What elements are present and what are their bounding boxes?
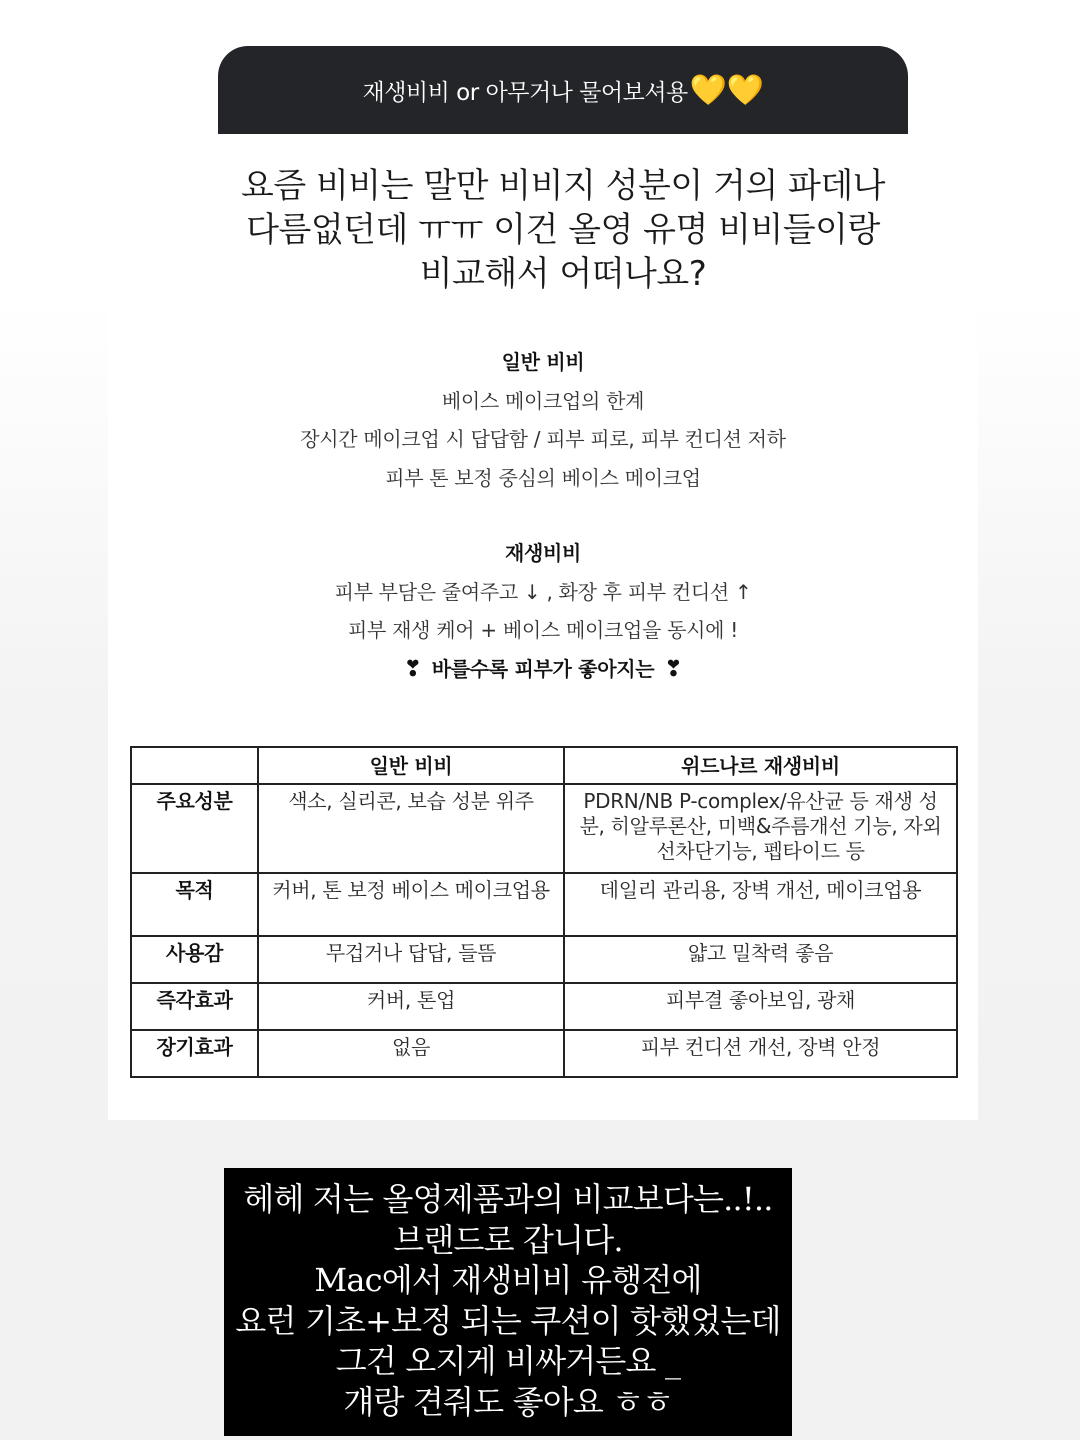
table-header-cell: 일반 비비 [258, 747, 564, 784]
table-row [131, 983, 957, 1030]
general-bb-line: 베이스 메이크업의 한계 [441, 388, 645, 413]
product-comparison-card [108, 300, 978, 1120]
regen-cell: 피부결 좋아보임, 광채 [564, 983, 957, 1030]
comparison-table [130, 746, 958, 1078]
question-text [218, 134, 908, 296]
answer-line: 요런 기초+보정 되는 쿠션이 핫했었는데 [235, 1301, 781, 1340]
regen-bb-section [108, 534, 978, 689]
regen-cell: 데일리 관리용, 장벽 개선, 메이크업용 [564, 873, 957, 936]
answer-text-box [224, 1168, 792, 1436]
row-label: 주요성분 [131, 784, 258, 873]
heart-exclamation-icon: ❣ [403, 656, 422, 682]
table-row [131, 784, 957, 873]
regen-bb-title: 재생비비 [504, 541, 582, 565]
table-header-cell: 위드나르 재생비비 [564, 747, 957, 784]
question-line: 요즘 비비는 말만 비비지 성분이 거의 파데나 [240, 166, 886, 206]
regen-cell: 피부 컨디션 개선, 장벽 안정 [564, 1030, 957, 1077]
row-label: 장기효과 [131, 1030, 258, 1077]
heart-exclamation-icon: ❣ [664, 656, 683, 682]
answer-line: 헤헤 저는 올영제품과의 비교보다는..!.. [243, 1180, 773, 1218]
regen-cell: PDRN/NB P-complex/유산균 등 재생 성분, 히알루론산, 미백&주름개선 기능, 자외선차단기능, 펩타이드 등 [564, 784, 957, 873]
row-label: 목적 [131, 873, 258, 936]
general-bb-line: 피부 톤 보정 중심의 베이스 메이크업 [385, 465, 701, 490]
regen-cell: 얇고 밀착력 좋음 [564, 936, 957, 983]
general-cell: 커버, 톤 보정 베이스 메이크업용 [258, 873, 564, 936]
answer-line: 걔랑 견줘도 좋아요 ㅎㅎ [343, 1382, 673, 1421]
regen-bb-line: 피부 재생 케어 + 베이스 메이크업을 동시에 ! [348, 618, 738, 642]
question-line: 비교해서 어떠나요? [419, 254, 707, 294]
general-bb-title: 일반 비비 [501, 350, 585, 374]
table-header-cell [131, 747, 258, 784]
table-row [131, 873, 957, 936]
question-header-text: 재생비비 or 아무거나 물어보셔용 [362, 79, 688, 106]
table-header-row [131, 747, 957, 784]
row-label: 즉각효과 [131, 983, 258, 1030]
regen-bb-line: 피부 부담은 줄여주고 ↓ , 화장 후 피부 컨디션 ↑ [334, 579, 752, 604]
row-label: 사용감 [131, 936, 258, 983]
general-cell: 무겁거나 답답, 들뜸 [258, 936, 564, 983]
general-bb-line: 장시간 메이크업 시 답답함 / 피부 피로, 피부 컨디션 저하 [300, 427, 786, 451]
table-row [131, 936, 957, 983]
yellow-heart-icon: 💛💛 [689, 72, 764, 108]
regen-bb-tagline [108, 650, 978, 690]
question-header [218, 46, 908, 134]
general-cell: 없음 [258, 1030, 564, 1077]
general-bb-section [108, 343, 978, 497]
answer-line: Mac에서 재생비비 유행전에 [314, 1261, 702, 1299]
general-cell: 색소, 실리콘, 보습 성분 위주 [258, 784, 564, 873]
question-line: 다름없던데 ㅠㅠ 이건 올영 유명 비비들이랑 [246, 210, 880, 250]
table-row [131, 1030, 957, 1077]
general-cell: 커버, 톤업 [258, 983, 564, 1030]
question-sticker[interactable] [218, 46, 908, 304]
answer-line: 브랜드로 갑니다. [393, 1220, 623, 1259]
tagline-text: 바를수록 피부가 좋아지는 [431, 656, 655, 681]
answer-line: 그건 오지게 비싸거든요 _ [335, 1342, 681, 1380]
